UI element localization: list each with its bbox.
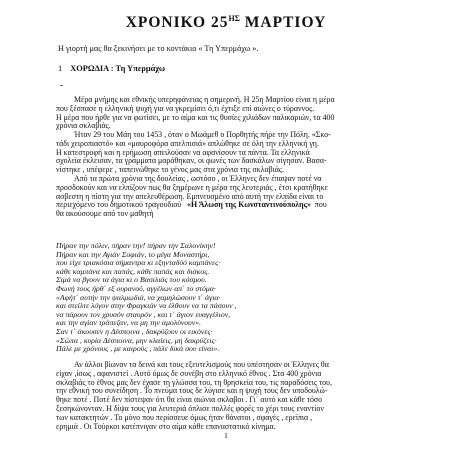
- section-label: ΧΟΡΩΔΙΑ : Τη Υπερμάχω: [70, 64, 166, 73]
- paragraph-line: είχαν ,ίσως , αφανιστεί . Αυτό όμως δε συνέβη στο ελληνικό έθνος . Στα 400 χρόνια: [56, 368, 322, 378]
- paragraph-intro: [56, 96, 396, 131]
- title-superscript: ΗΣ: [228, 14, 240, 23]
- paragraph-line: χρόνια σκλαβιάς.: [56, 121, 111, 131]
- section-heading: [58, 64, 165, 73]
- poem-line: Σαν τ΄ άκουσεν η Δέσποινα , δακρύζουν οι εικόνες·: [56, 326, 213, 336]
- paragraph-line: Η κατεστροφή και η ερήμωση απειλούσαν να αφανίσουν τα πάντα. Τα ελληνικά: [56, 147, 310, 157]
- paragraph-line: Ήταν 29 του Μάη του 1453 , όταν ο Μωάμεθ ο Πορθητής πήρε την Πόλη. «Σκο-: [74, 130, 331, 139]
- paragraph-line: σκλαβιάς το έθνος μας δεν έχασε τη γλώσσα του, τη θρησκεία του, τις παραδόσεις του,: [56, 377, 332, 387]
- paragraph-line: νίστηκε , υπέφερε , ταπεινώθηκε το γένος μας στα χρόνια της σκλαβιάς.: [56, 165, 284, 175]
- poem-line: Πήραν την πόλιν, πήραν την! πήραν την Σαλονίκην!: [56, 241, 216, 250]
- poem-line: Φωνή τους ήρθ΄ εξ ουρανού, αγγέλων απ΄ το στόμα·: [56, 283, 216, 293]
- paragraph-line: Η μέρα που ήρθε για να φωτίσει, με το αίμα και τις θυσίες χιλιάδων παλικαριών, τα 400: [56, 112, 335, 122]
- folk-song-poem: [56, 242, 237, 354]
- poem-line: «Σώπα , κυρία Δέσποινα, μην κλαίεις, μη δακρύζεις·: [56, 335, 217, 345]
- paragraph-line: Αν άλλοι βίωναν τα δεινά και τους εξευτελισμούς που υπέστησαν οι Έλληνες θα: [74, 360, 329, 369]
- poem-line: και την αγίαν τράπεζαν, να μη την αμολύνουν».: [56, 318, 202, 328]
- page-number: 1: [224, 431, 228, 440]
- paragraph-line: ερημιά . Οι Τούρκοι κατέπνιγαν στο αίμα κάθε επαναστατικό κίνημα.: [56, 421, 276, 431]
- poem-line: να πάρουν τον χρυσόν σταυρόν , και τ΄ άγιον ευαγγέλιον,: [56, 309, 231, 319]
- paragraph-line: προσδοκούν και να ελπίζουν πως θα ξημέρωνε η μέρα της λευτεριάς , έτσι κρατήθηκε: [56, 182, 328, 192]
- page-title: [0, 14, 452, 32]
- poem-line: Σιμά να βγουν τα άγια κι ο Βασιλιάς του κόσμου.: [56, 275, 207, 285]
- paragraph-line: σχολεία έκλεισαν, τα γράμματα μαράθηκαν, οι φωνές των δασκάλων σίγησαν. Βασα-: [56, 156, 327, 166]
- song-intro-text: περιεχόμενο του δημοτικού τραγουδιού: [56, 200, 182, 210]
- paragraph-line: θηκε ποτέ . Ποτέ δεν πίστεψαν ότι θα είναι αιώνια σκλαβοι . Γι΄ αυτό και κάθε τόσο: [56, 395, 323, 405]
- paragraph-line: θα ακούσουμε από τον μαθητή: [56, 209, 154, 219]
- title-main: ΧΡΟΝΙΚΟ 25: [125, 14, 229, 31]
- song-trailing-text: που: [314, 200, 327, 210]
- poem-line: κάθε καμπάνα και παπάς, κάθε παπάς και διάκος.: [56, 266, 210, 276]
- bullet-mark: -: [60, 80, 63, 90]
- paragraph-line: ασβεστη η πίστη για την απελευθέρωση. Εμπνευσμένο από αυτή την ελπίδα είναι το: [56, 191, 324, 201]
- section-number: 1: [58, 64, 63, 73]
- paragraph-line: των κατακτητών . Το μόνο που περίσσευε όμως ήταν θάνατοι , σφαγές , ερείπια ,: [56, 412, 313, 422]
- paragraph-resistance: [56, 361, 396, 431]
- paragraph-line: την εθνική του συνείδηση . Το πνεύμα τους δε λύγισε και η ψυχή τους δεν υποδουλώ-: [56, 386, 328, 396]
- paragraph-fall-of-city: [56, 131, 396, 175]
- text-line: Μέρα μνήμης και εθνικής υπερηφάνειας η σημερινή. Η 25η Μαρτίου είναι η μέρα: [74, 95, 335, 104]
- poem-line: «Αφήτ΄ αυτήν την ψαλμωδιά, να χαμηλώσουν τ΄ άγια·: [56, 292, 221, 302]
- poem-line: που είχε τριακόσια σήμαντρα κι εξηνταδύό καμπάνες·: [56, 258, 221, 268]
- paragraph-line: Από τα πρώτα χρόνια της δουλείας , ωστόσο , οι Έλληνες δεν έπαψαν ποτέ να: [74, 174, 322, 183]
- intro-line: Η γιορτή μας θα ξεκινήσει με το κοντάκιο « Τη Υπερμάχω ».: [58, 44, 259, 53]
- poem-line: και στείλτε λόγον στην Φραγκιάν να έλθουν να τα πάσουν ,: [56, 301, 237, 311]
- poem-line: Πήραν και την Αγιάν Σοφιάν, το μέγα Μοναστήρι,: [56, 249, 210, 259]
- paragraph-line: τάδι χειροπιαστό» και «μαυροφόρα απελπισιά» απλώθηκε σε όλη την ελληνική γη.: [56, 138, 319, 148]
- title-month: ΜΑΡΤΙΟΥ: [239, 14, 327, 31]
- paragraph-line: ξεσηκώνονταν. Η δίψα τους για λευτεριά όπλισε πολλές φορές το χέρι τους εναντίον: [56, 403, 324, 413]
- paragraph-hope: [56, 175, 396, 219]
- paragraph-line: που ξέσπασε η ελληνική ψυχή για να γκρεμίσει ό,τι έχτιξε επί αιώνες ο τύραννος.: [56, 103, 315, 113]
- poem-line: Πάλε με χρόνους , με καιρούς , πάλε δικά σου είναι».: [56, 344, 220, 354]
- song-title: «Η Άλωση της Κωνσταντινούπολης»: [187, 200, 311, 210]
